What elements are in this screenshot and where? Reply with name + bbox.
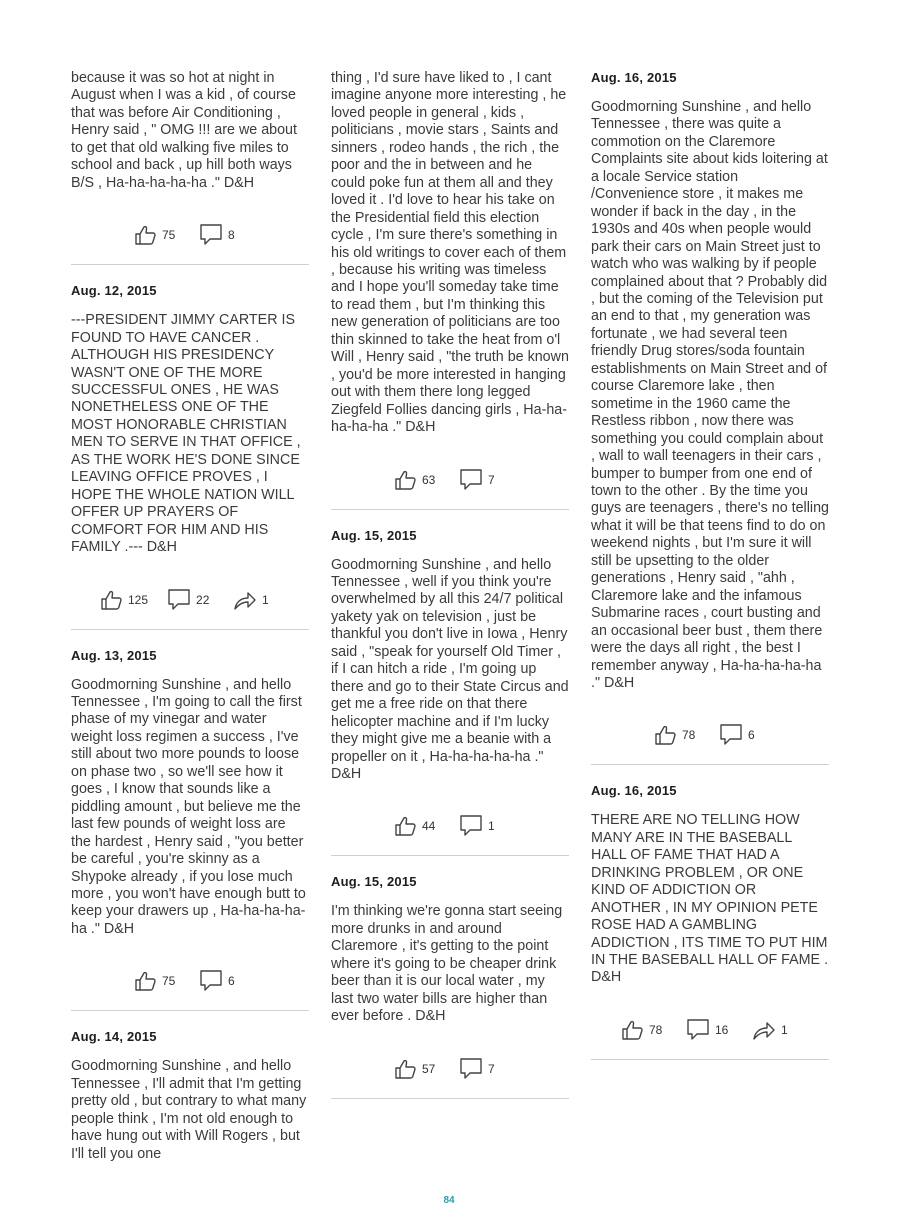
like-count: 63 [422,472,436,487]
share-stat[interactable] [751,1018,799,1042]
post [71,648,309,1012]
post-stats [71,585,309,615]
like-stat[interactable] [394,814,440,838]
comment-count: 1 [488,819,495,834]
like-count: 75 [162,974,176,989]
post-date: Aug. 13, 2015 [71,647,157,663]
speech-bubble-icon[interactable] [166,587,192,613]
post-text: Goodmorning Sunshine , and hello Tennessee , I'm going to call the first phase of my vinegar and water weight loss regimen a success , I've still about two more pounds to loose on phase two , so we'll see how it goes , I know that sounds like a piddling amount , but believe me the last few pounds of weight loss are the hardest , Henry said , "you better be careful , you're skinny as a Shypoke already , if you lose much more , you won't have enough butt to keep your drawers up , Ha-ha-ha-ha-ha ." D&H [71,676,306,937]
comment-stat[interactable] [198,968,246,994]
post-date: Aug. 15, 2015 [331,874,417,890]
thumbs-up-icon[interactable] [654,723,678,747]
speech-bubble-icon[interactable] [458,813,484,839]
comment-count: 6 [228,974,235,989]
post-stats [591,1015,829,1045]
post-text: because it was so hot at night in August when I was a kid , of course that was before Air Conditioning , Henry said , " OMG !!! are we about to get that old walking five miles to school and back , up hill both ways B/S , Ha-ha-ha-ha-ha ." D&H [71,70,297,191]
comment-stat[interactable] [166,587,214,613]
like-count: 125 [127,592,149,607]
thumbs-up-icon[interactable] [621,1018,645,1042]
comment-stat[interactable] [685,1017,733,1043]
speech-bubble-icon[interactable] [198,222,224,248]
thumbs-up-icon[interactable] [100,588,124,612]
thumbs-up-icon[interactable] [394,814,418,838]
post-stats [71,220,309,250]
comment-count: 22 [196,592,210,607]
like-count: 78 [682,728,696,743]
divider [71,629,309,630]
speech-bubble-icon[interactable] [458,1056,484,1082]
comment-stat[interactable] [458,467,506,493]
divider [591,764,829,765]
comment-count: 8 [228,228,235,243]
divider [71,264,309,265]
comment-stat[interactable] [458,813,506,839]
share-arrow-icon[interactable] [232,588,258,612]
speech-bubble-icon[interactable] [198,968,224,994]
comment-stat[interactable] [718,722,766,748]
post-date: Aug. 15, 2015 [331,527,417,543]
thumbs-up-icon[interactable] [134,223,158,247]
post-date: Aug. 16, 2015 [591,70,677,85]
thumbs-up-icon[interactable] [134,969,158,993]
like-stat[interactable] [621,1018,667,1042]
like-count: 44 [422,819,436,834]
divider [331,855,569,856]
like-stat[interactable] [394,1057,440,1081]
share-arrow-icon[interactable] [751,1018,777,1042]
post-text: Goodmorning Sunshine , and hello Tennessee , I'll admit that I'm getting pretty old , but contrary to what many people think , I'm not old enough to have hung out with Will Rogers , but I'll tell you one [71,1058,307,1162]
divider [331,1098,569,1099]
post [591,70,829,765]
share-stat[interactable] [232,588,280,612]
like-stat[interactable] [134,223,180,247]
post-date: Aug. 14, 2015 [71,1029,157,1045]
post-text: THERE ARE NO TELLING HOW MANY ARE IN THE BASEBALL HALL OF FAME THAT HAD A DRINKING PROBLEM , OR ONE KIND OF ADDICTION OR ANOTHER , IN MY OPINION PETE ROSE HAD A GAMBLING ADDICTION , ITS TIME TO PUT HIM IN THE BASEBALL HALL OF FAME . D&H [591,812,829,986]
post [331,874,569,1098]
share-count: 1 [262,592,269,607]
like-count: 75 [162,228,176,243]
speech-bubble-icon[interactable] [458,467,484,493]
comment-count: 16 [715,1022,729,1037]
post [331,70,569,510]
comment-count: 7 [488,1061,495,1076]
like-stat[interactable] [100,588,148,612]
comment-count: 7 [488,472,495,487]
divider [331,509,569,510]
post [591,783,829,1060]
divider [71,1010,309,1011]
post-date: Aug. 16, 2015 [591,783,677,799]
column-3 [591,70,829,1078]
share-count: 1 [781,1022,788,1037]
like-stat[interactable] [134,969,180,993]
thumbs-up-icon[interactable] [394,468,418,492]
post-stats [591,720,829,750]
post-stats [331,465,569,495]
column-2 [331,70,569,1117]
comment-count: 6 [748,728,755,743]
post-text: I'm thinking we're gonna start seeing more drunks in and around Claremore , it's getting to the point where it's going to be cheaper drink beer than it is our local water , my last two water bills are higher than ever before . D&H [331,903,563,1025]
post-stats [71,966,309,996]
like-stat[interactable] [394,468,440,492]
comment-stat[interactable] [198,222,246,248]
post-text: ---PRESIDENT JIMMY CARTER IS FOUND TO HAVE CANCER . ALTHOUGH HIS PRESIDENCY WASN'T ONE OF THE MORE SUCCESSFUL ONES , HE WAS NONETHELESS ONE OF THE MOST HONORABLE CHRISTIAN MEN TO SERVE IN THAT OFFICE , AS THE WORK HE'S DONE SINCE LEAVING OFFICE PROVES , I HOPE THE WHOLE NATION WILL OFFER UP PRAYERS OF COMFORT FOR HIM AND HIS FAMILY .--- D&H [71,312,301,556]
post [331,528,569,857]
like-stat[interactable] [654,723,700,747]
like-count: 57 [422,1061,436,1076]
speech-bubble-icon[interactable] [685,1017,711,1043]
post [71,70,309,265]
post-stats [331,1054,569,1084]
column-1 [71,70,309,1163]
page-number: 84 [443,1195,455,1206]
post-stats [331,811,569,841]
thumbs-up-icon[interactable] [394,1057,418,1081]
comment-stat[interactable] [458,1056,506,1082]
post-text: Goodmorning Sunshine , and hello Tennessee , well if you think you're overwhelmed by all this 24/7 political yakety yak on television , just be thankful you don't live in Iowa , Henry said , "speak for yourself Old Timer , if I can hitch a ride , I'm going up there and go to their State Circus and get me a free ride on that there helicopter machine and if I'm lucky they might give me a beanie with a propeller on it , Ha-ha-ha-ha-ha ." D&H [331,556,569,782]
speech-bubble-icon[interactable] [718,722,744,748]
like-count: 78 [649,1022,663,1037]
post-text: thing , I'd sure have liked to , I cant imagine anyone more interesting , he loved people in general , kids , politicians , movie stars , Saints and sinners , rodeo hands , the rich , the poor and the in between and he could poke fun at them all and they loved it . I'd love to hear his take on the Presidential field this election cycle , I'm sure there's something in his old writings to cover each of them , because his writing was timeless and I hope you'll someday take time to read them , but I'm thinking this new generation of politicians are too thin skinned to take the heat from o'l Will , Henry said , "the truth be known , you'd be more interested in hanging out with them there long legged Ziegfeld Follies dancing girls , Ha-ha-ha-ha-ha ." D&H [331,70,569,436]
post [71,283,309,629]
divider [591,1059,829,1060]
post-date: Aug. 12, 2015 [71,283,157,299]
post-text: Goodmorning Sunshine , and hello Tennessee , there was quite a commotion on the Claremore Complaints site about kids loitering at a locale Service station /Convenience store , it makes me wonder if back in the day , in the 1930s and 40s when people would park their cars on Main Street just to watch who was walking by if people complained about that ? Probably did , but the coming of the Television put an end to that , my generation was fortunate , we had several teen friendly Drug stores/soda fountain establishments on Main Street and of course Claremore lake , then sometime in the 1960 came the Restless ribbon , now there was something you could complain about , wall to wall teenagers in their cars , bumper to bumper from one end of town to the other . By the time you guys are teenagers , there's no telling what it will be that teens find to do on weekend nights , but I'm sure it will still be upsetting to the older generations , Henry said , "ahh , Claremore lake and the infamous Submarine races , court busting and an occasional beer bust , them there were the days all right , the best I remember anyway , Ha-ha-ha-ha-ha ." D&H [591,99,829,691]
post [71,1029,309,1163]
